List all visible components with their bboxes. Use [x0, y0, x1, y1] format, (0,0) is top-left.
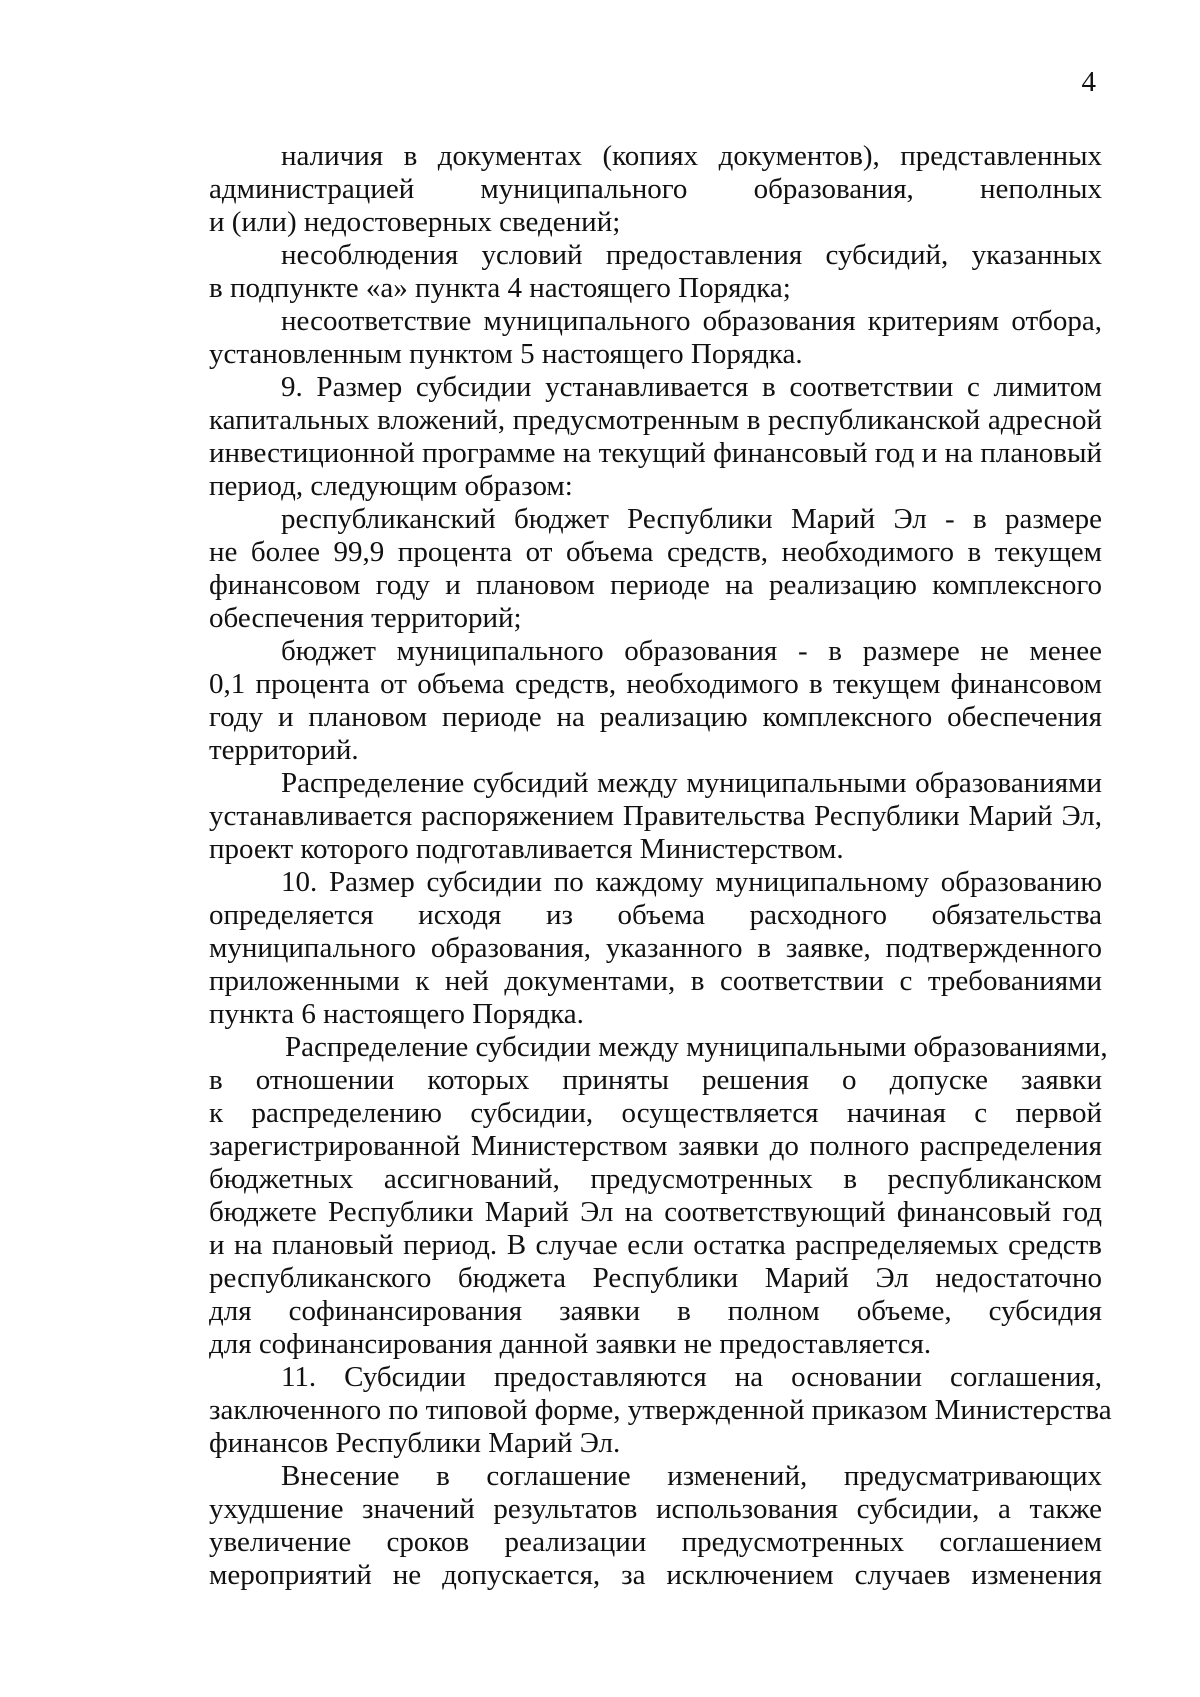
text-line: установленным пунктом 5 настоящего Порядка.	[209, 338, 803, 370]
text-line: к распределению субсидии, осуществляется начиная с первой	[209, 1097, 1102, 1129]
text-line: в отношении которых приняты решения о допуске заявки	[209, 1064, 1102, 1096]
text-line: период, следующим образом:	[209, 470, 573, 502]
text-line: не более 99,9 процента от объема средств, необходимого в текущем	[209, 536, 1102, 568]
text-line: финансовом году и плановом периоде на реализацию комплексного	[209, 569, 1102, 601]
text-line: наличия в документах (копиях документов), представленных	[281, 140, 1102, 172]
text-line: бюджете Республики Марий Эл на соответствующий финансовый год	[209, 1196, 1102, 1228]
text-line: зарегистрированной Министерством заявки до полного распределения	[209, 1130, 1102, 1162]
text-line: муниципального образования, указанного в заявке, подтвержденного	[209, 932, 1102, 964]
text-line: 9. Размер субсидии устанавливается в соответствии с лимитом	[281, 371, 1102, 403]
text-line: республиканский бюджет Республики Марий Эл - в размере	[281, 503, 1102, 535]
text-line: устанавливается распоряжением Правительства Республики Марий Эл,	[209, 800, 1102, 832]
text-line: для софинансирования данной заявки не предоставляется.	[209, 1328, 932, 1360]
text-line: несоответствие муниципального образования критериям отбора,	[281, 305, 1102, 337]
text-line: Распределение субсидии между муниципальными образованиями,	[285, 1031, 1108, 1063]
text-line: году и плановом периоде на реализацию комплексного обеспечения	[209, 701, 1102, 733]
text-line: 11. Субсидии предоставляются на основании соглашения,	[281, 1361, 1102, 1393]
text-line: территорий.	[209, 734, 359, 766]
text-line: пункта 6 настоящего Порядка.	[209, 998, 584, 1030]
text-line: несоблюдения условий предоставления субсидий, указанных	[281, 239, 1102, 271]
text-line: мероприятий не допускается, за исключением случаев изменения	[209, 1559, 1102, 1591]
text-line: республиканского бюджета Республики Марий Эл недостаточно	[209, 1262, 1102, 1294]
text-line: администрацией муниципального образования, неполных	[209, 173, 1102, 205]
text-line: увеличение сроков реализации предусмотренных соглашением	[209, 1526, 1102, 1558]
text-line: проект которого подготавливается Министерством.	[209, 833, 844, 865]
text-line: определяется исходя из объема расходного обязательства	[209, 899, 1102, 931]
text-line: приложенными к ней документами, в соответствии с требованиями	[209, 965, 1102, 997]
text-line: бюджетных ассигнований, предусмотренных в республиканском	[209, 1163, 1102, 1195]
page-number: 4	[1081, 66, 1096, 98]
text-line: финансов Республики Марий Эл.	[209, 1427, 621, 1459]
text-line: 10. Размер субсидии по каждому муниципальному образованию	[281, 866, 1102, 898]
text-line: 0,1 процента от объема средств, необходимого в текущем финансовом	[209, 668, 1102, 700]
text-line: ухудшение значений результатов использования субсидии, а также	[209, 1493, 1102, 1525]
text-line: Распределение субсидий между муниципальными образованиями	[281, 767, 1102, 799]
text-line: для софинансирования заявки в полном объеме, субсидия	[209, 1295, 1102, 1327]
text-line: инвестиционной программе на текущий финансовый год и на плановый	[209, 437, 1102, 469]
text-line: капитальных вложений, предусмотренным в республиканской адресной	[209, 404, 1102, 436]
text-line: и на плановый период. В случае если остатка распределяемых средств	[209, 1229, 1102, 1261]
text-line: и (или) недостоверных сведений;	[209, 206, 621, 238]
text-line: заключенного по типовой форме, утвержденной приказом Министерства	[209, 1394, 1112, 1426]
text-line: бюджет муниципального образования - в размере не менее	[281, 635, 1102, 667]
document-body	[209, 140, 1112, 1592]
text-line: в подпункте «а» пункта 4 настоящего Порядка;	[209, 272, 791, 304]
text-line: обеспечения территорий;	[209, 602, 522, 634]
text-line: Внесение в соглашение изменений, предусматривающих	[281, 1460, 1102, 1492]
